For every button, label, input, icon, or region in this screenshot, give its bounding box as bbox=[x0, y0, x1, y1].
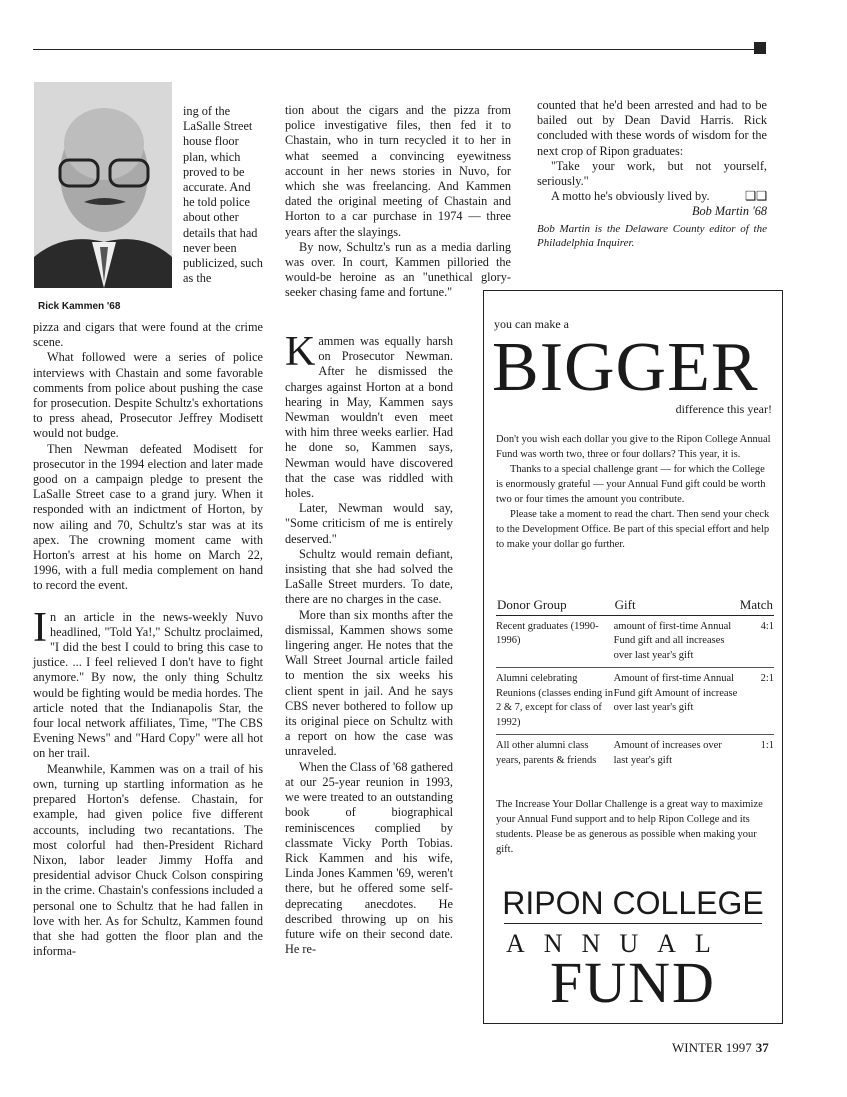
ad-closing: The Increase Your Dollar Challenge is a great way to maximize your Annual Fund support and to help Ripon College and its students. Please be as generous as possible when making your gift. bbox=[496, 799, 763, 855]
table-cell: 2:1 bbox=[739, 668, 774, 735]
table-cell: amount of first-time Annual Fund gift and all increases over last year's gift bbox=[614, 615, 739, 668]
ripon-college-logo-text: RIPON COLLEGE bbox=[502, 885, 764, 921]
col2-para: When the Class of '68 gathered at our 25-year reunion in 1993, we were treated to an outstanding book of biographical reminiscences complied by classmate Vicky Porth Tobias. Rick Kammen and his wife, Linda Jones Kammen '69, weren't there, but he offered some self-deprecating anecdotes. He described throwing up on his future wife on their second date. He re- bbox=[285, 759, 453, 957]
table-cell: 4:1 bbox=[739, 615, 774, 668]
col3-motto: A motto he's obviously lived by. bbox=[551, 189, 710, 204]
rule-end-square bbox=[754, 42, 766, 54]
col1-para: Then Newman defeated Modisett for prosecutor in the 1994 election and later made good on a campaign pledge to present the LaSalle Street case to a grand jury. When it responded with an indictment of Horton, by now ailing and 70, Schultz's star was at its apex. The crowning moment came with Horton's arrest at his home on March 22, 1996, with a full media complement on hand to record the event. bbox=[33, 441, 263, 593]
col2-para: By now, Schultz's run as a media darling was over. In court, Kammen pilloried the would-be heroine as an "unethical glory-seeker chasing fame and fortune." bbox=[285, 239, 511, 300]
col2-para: tion about the cigars and the pizza from police investigative files, then fed it to Chastain, who in turn recycled it to her in what seemed a convincing eyewitness account in her news stories in Nuvo, for which she was freelancing. And Kammen dated the original meeting of Chastain and Horton to a car purchase in 1974 — three years after the slayings. bbox=[285, 103, 511, 239]
ad-body bbox=[496, 432, 771, 552]
table-row bbox=[496, 668, 774, 735]
fund-logo-text: FUND bbox=[550, 950, 716, 1015]
issue-label: WINTER 1997 bbox=[672, 1040, 752, 1055]
ad-pre-text: you can make a bbox=[494, 317, 569, 331]
col2-para: Schultz would remain defiant, insisting that she had solved the LaSalle Street murders. To date, there are no charges in the case. bbox=[285, 546, 453, 607]
col2-para: Later, Newman would say, "Some criticism of me is entirely deserved." bbox=[285, 501, 453, 546]
ad-post-text: difference this year! bbox=[675, 402, 772, 416]
ad-para: Thanks to a special challenge grant — for which the College is enormously grateful — your Annual Fund gift could be worth two or four times the amount you contribute. bbox=[496, 464, 766, 505]
col3-para: counted that he'd been arrested and had to be bailed out by Dean David Harris. Rick concluded with these words of wisdom for the next crop of Ripon graduates: bbox=[537, 98, 767, 158]
byline: Bob Martin '68 bbox=[691, 204, 767, 219]
dropcap: I bbox=[33, 604, 47, 651]
col3-para: "Take your work, but not yourself, seriously." bbox=[537, 158, 767, 189]
end-mark: ❑❑ bbox=[744, 189, 767, 204]
col1-para-text: n an article in the news-weekly Nuvo headlined, "Told Ya!," Schultz proclaimed, "I did the best I could to bring this case to justice. ... I feel relieved I don't have to fight anymore." By now, the only thing Schultz would be fighting would be media hordes. The article noted that the Indianapolis Star, the four local network affiliates, Time, "The CBS Evening News" and "Hard Copy" were all hot on her trail. bbox=[33, 609, 263, 761]
col1-para: pizza and cigars that were found at the crime scene. bbox=[33, 320, 263, 350]
portrait-photo bbox=[34, 82, 172, 288]
column-3 bbox=[537, 98, 767, 250]
col2-para-dropcap bbox=[285, 329, 453, 501]
table-cell: Alumni celebrating Reunions (classes ending in 2 & 7, except for class of 1992) bbox=[496, 668, 614, 735]
col1-beside-photo: ing of the LaSalle Street house floor plan, which proved to be accurate. And he told police about other details that had never been publicized, such as the bbox=[183, 104, 263, 286]
logo-rule bbox=[504, 923, 762, 924]
column-2-top bbox=[285, 103, 511, 301]
col1-para: What followed were a series of police interviews with Chastain and some favorable comments from police about pushing the case for prosecution. Despite Schultz's exhortations to press ahead, Prosecutor Jeffrey Modisett would not budge. bbox=[33, 350, 263, 441]
col3-para bbox=[537, 189, 767, 204]
ad-bigger-headline: BIGGER bbox=[492, 329, 759, 406]
author-bio: Bob Martin is the Delaware County editor of the Philadelphia Inquirer. bbox=[537, 222, 767, 249]
top-rule bbox=[33, 49, 755, 50]
col1-para-dropcap bbox=[33, 604, 263, 762]
table-header-row bbox=[496, 597, 774, 615]
dropcap: K bbox=[285, 329, 316, 375]
table-cell: Amount of first-time Annual Fund gift Amount of increase over last year's gift bbox=[614, 668, 739, 735]
page-number: 37 bbox=[755, 1040, 769, 1055]
annual-fund-ad bbox=[483, 290, 783, 1024]
table-cell: Amount of increases over last year's gift bbox=[613, 740, 722, 766]
col-header-donor-group: Donor Group bbox=[496, 597, 614, 615]
table-cell: 1:1 bbox=[760, 740, 774, 751]
ad-para: Please take a moment to read the chart. Then send your check to the Development Office. Be part of this special effort and help to make your dollar go further. bbox=[496, 509, 770, 550]
photo-caption: Rick Kammen '68 bbox=[38, 301, 121, 312]
page-footer bbox=[672, 1040, 769, 1056]
column-2-bottom bbox=[285, 329, 453, 957]
col-header-gift: Gift bbox=[614, 597, 739, 615]
col1-para: Meanwhile, Kammen was on a trail of his own, turning up startling information as he prepared Horton's defense. Chastain, for example, had given police five different accounts, including two recantations. The most colorful had then-President Richard Nixon, labor leader Jimmy Hoffa and presidential advisor Chuck Colson conspiring in the crime. Chastain's confessions included a personal one to Schultz that he had fallen in love with her. As for Schultz, Kammen found that she had gotten the floor plan and the informa- bbox=[33, 761, 263, 959]
annual-logo-text: ANNUAL bbox=[506, 929, 730, 958]
donor-match-table bbox=[496, 597, 774, 772]
table-cell: Recent graduates (1990-1996) bbox=[496, 615, 614, 668]
table-row bbox=[496, 735, 774, 773]
ad-para: Don't you wish each dollar you give to the Ripon College Annual Fund was worth two, three or four dollars? This year, it is. bbox=[496, 434, 771, 460]
col2-para: More than six months after the dismissal, Kammen shows some lingering anger. He notes that the Wall Street Journal article failed to mention the six weeks his client spent in jail. And he says CBS never bothered to follow up its original piece on Schultz with a report on how the case was unraveled. bbox=[285, 607, 453, 759]
table-row bbox=[496, 615, 774, 668]
col-header-match: Match bbox=[739, 597, 774, 615]
table-cell: All other alumni class years, parents & friends bbox=[496, 740, 597, 766]
col2-para-text: ammen was equally harsh on Prosecutor Newman. After he dismissed the charges against Horton at a bond hearing in May, Kammen says Newman wouldn't even meet with him three weeks earlier. Had he done so, Kammen says, Newman would have discovered that the case was riddled with holes. bbox=[285, 334, 453, 501]
column-1 bbox=[33, 320, 263, 959]
